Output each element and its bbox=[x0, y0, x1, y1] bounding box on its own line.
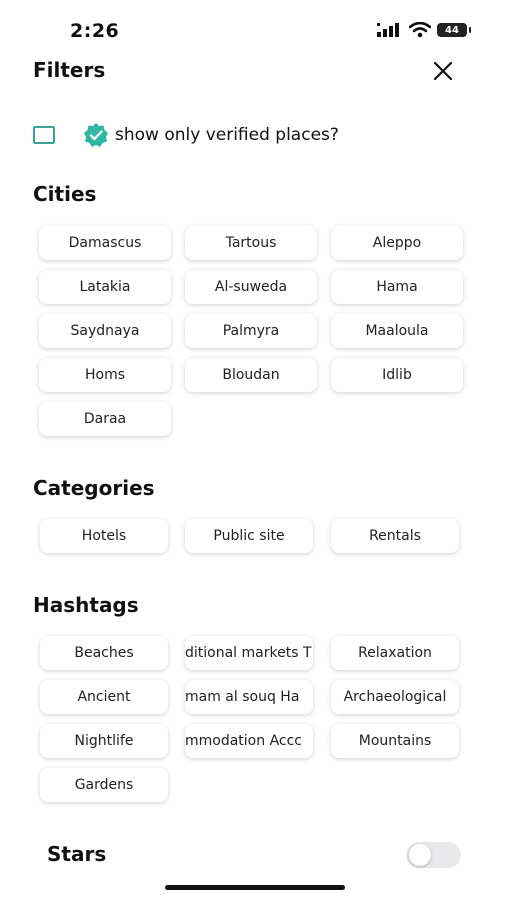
home-indicator[interactable] bbox=[165, 885, 345, 890]
close-icon bbox=[433, 61, 453, 81]
hashtag-chip-nightlife[interactable]: Nightlife bbox=[40, 724, 168, 758]
city-chip-hama[interactable]: Hama bbox=[331, 270, 463, 304]
status-time: 2:26 bbox=[70, 20, 120, 42]
hashtag-chip-hammam-al-souq[interactable] bbox=[185, 680, 313, 714]
close-button[interactable] bbox=[430, 58, 456, 84]
category-chip-public-site[interactable]: Public site bbox=[185, 519, 313, 553]
wifi-icon bbox=[409, 22, 431, 38]
city-chip-palmyra[interactable]: Palmyra bbox=[185, 314, 317, 348]
hashtag-chip-accommodation[interactable] bbox=[185, 724, 313, 758]
page-title: Filters bbox=[33, 58, 106, 82]
city-chip-aleppo[interactable]: Aleppo bbox=[331, 226, 463, 260]
city-chip-tartous[interactable]: Tartous bbox=[185, 226, 317, 260]
city-chip-al-suweda[interactable]: Al-suweda bbox=[185, 270, 317, 304]
city-chip-damascus[interactable]: Damascus bbox=[39, 226, 171, 260]
city-chip-maaloula[interactable]: Maaloula bbox=[331, 314, 463, 348]
city-chip-daraa[interactable]: Daraa bbox=[39, 402, 171, 436]
categories-title: Categories bbox=[33, 476, 155, 500]
hashtags-title: Hashtags bbox=[33, 593, 139, 617]
hashtag-label: ditional markets T bbox=[185, 645, 312, 661]
stars-toggle[interactable] bbox=[406, 842, 461, 868]
hashtag-label: mmodation Accc bbox=[185, 733, 302, 749]
category-chip-hotels[interactable]: Hotels bbox=[40, 519, 168, 553]
hashtag-label: mam al souq Ha bbox=[185, 689, 300, 705]
battery-icon bbox=[437, 23, 467, 37]
category-chip-rentals[interactable]: Rentals bbox=[331, 519, 459, 553]
battery-level: 44 bbox=[445, 24, 459, 36]
verified-label: show only verified places? bbox=[115, 125, 339, 145]
hashtag-chip-gardens[interactable]: Gardens bbox=[40, 768, 168, 802]
hashtag-chip-relaxation[interactable]: Relaxation bbox=[331, 636, 459, 670]
city-chip-homs[interactable]: Homs bbox=[39, 358, 171, 392]
status-bar bbox=[0, 0, 507, 56]
hashtag-chip-mountains[interactable]: Mountains bbox=[331, 724, 459, 758]
hashtag-chip-ancient[interactable]: Ancient bbox=[40, 680, 168, 714]
stars-title: Stars bbox=[47, 842, 107, 866]
hashtag-chip-beaches[interactable]: Beaches bbox=[40, 636, 168, 670]
hashtag-chip-archaeological[interactable]: Archaeological bbox=[331, 680, 459, 714]
verified-filter-row bbox=[33, 122, 339, 148]
city-chip-saydnaya[interactable]: Saydnaya bbox=[39, 314, 171, 348]
toggle-knob bbox=[409, 844, 431, 866]
city-chip-latakia[interactable]: Latakia bbox=[39, 270, 171, 304]
verified-badge-icon bbox=[83, 122, 109, 148]
cellular-signal-icon bbox=[377, 23, 403, 37]
city-chip-bloudan[interactable]: Bloudan bbox=[185, 358, 317, 392]
hashtag-chip-traditional-markets[interactable] bbox=[185, 636, 313, 670]
status-icons bbox=[377, 22, 467, 38]
city-chip-idlib[interactable]: Idlib bbox=[331, 358, 463, 392]
cities-title: Cities bbox=[33, 182, 97, 206]
verified-checkbox[interactable] bbox=[33, 126, 55, 144]
